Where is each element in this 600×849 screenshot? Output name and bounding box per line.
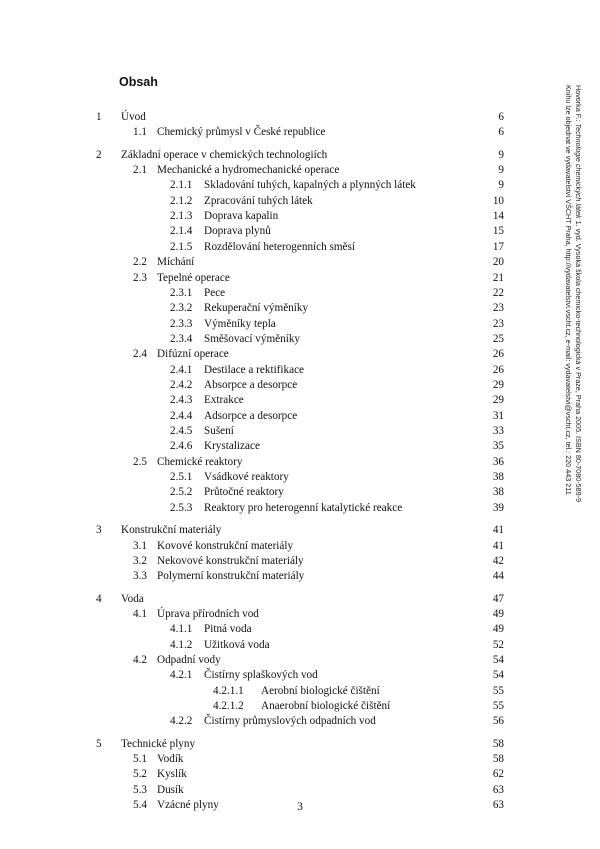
citation-publication: 1. vyd. Vysoká škola chemicko-technologická v Praze, Praha 2005. ISBN 80-7080-589-9 — [574, 218, 583, 502]
toc-entry-page: 38 — [492, 486, 504, 499]
toc-entry-title: Krystalizace — [204, 440, 260, 453]
toc-entry-page: 14 — [492, 210, 504, 223]
toc-entry-number: 5 — [96, 737, 102, 750]
toc-entry — [0, 752, 600, 767]
toc-entry-number: 2.1.2 — [170, 194, 193, 207]
toc-entry — [0, 125, 600, 140]
toc-entry — [0, 783, 600, 798]
toc-entry-title: Konstrukční materiály — [121, 524, 222, 537]
toc-entry-number: 3 — [96, 524, 102, 537]
toc-entry-number: 2.4 — [133, 348, 147, 361]
toc-entry-page: 41 — [492, 524, 504, 537]
toc-entry-number: 2.1.5 — [170, 240, 193, 253]
toc-entry — [0, 301, 600, 316]
toc-entry-title: Čistírny splaškových vod — [204, 669, 318, 682]
toc-entry — [0, 194, 600, 209]
toc-entry-title: Průtočné reaktory — [204, 486, 284, 499]
toc-entry — [0, 424, 600, 439]
side-citation — [563, 85, 583, 502]
toc-entry-number: 4.2 — [133, 653, 147, 666]
toc-entry — [0, 714, 600, 729]
toc-entry-number: 2.1 — [133, 164, 147, 176]
toc-entry-title: Skladování tuhých, kapalných a plynných látek — [204, 179, 416, 192]
toc-entry-page: 15 — [492, 225, 504, 238]
toc-entry-number: 1.1 — [133, 126, 147, 139]
toc-entry-page: 58 — [492, 737, 504, 750]
toc-entry-number: 2.3.1 — [170, 286, 193, 299]
toc-entry-page: 6 — [498, 111, 504, 123]
toc-entry-number: 2.1.4 — [170, 225, 193, 238]
toc-entry-page: 52 — [492, 638, 504, 651]
toc-entry-title: Rozdělování heterogenních směsí — [204, 240, 355, 253]
toc-entry-title: Difúzní operace — [157, 348, 229, 361]
toc-entry-page: 33 — [492, 425, 504, 437]
toc-entry-number: 2.5.1 — [170, 471, 193, 484]
toc-entry-page: 49 — [492, 623, 504, 636]
toc-entry-page: 6 — [498, 126, 504, 139]
toc-entry — [0, 592, 600, 607]
toc-entry-page: 36 — [492, 455, 504, 468]
toc-entry-page: 63 — [492, 783, 504, 796]
toc-entry — [0, 501, 600, 516]
toc-entry-title: Míchání — [157, 256, 195, 269]
toc-entry-page: 47 — [492, 592, 504, 605]
toc-entry-number: 2.4.4 — [170, 409, 193, 422]
toc-entry-page: 26 — [492, 363, 504, 376]
toc-entry-title: Chemický průmysl v České republice — [157, 126, 326, 139]
toc-entry-number: 4.2.1.1 — [213, 684, 244, 697]
toc-entry-title: Vsádkové reaktory — [204, 471, 289, 484]
toc-entry-title: Reaktory pro heterogenní katalytické reakce — [204, 501, 403, 514]
toc-entry-title: Směšovací výměníky — [204, 332, 301, 345]
citation-book-title: Technologie chemických látek — [574, 123, 583, 219]
toc-entry-number: 5.4 — [133, 799, 147, 812]
toc-entry-number: 2.2 — [133, 256, 147, 269]
toc-entry-number: 2.4.3 — [170, 394, 193, 407]
toc-entry — [0, 110, 600, 125]
toc-entry-title: Odpadní vody — [157, 653, 221, 666]
toc-entry-title: Pitná voda — [204, 623, 252, 636]
toc-entry — [0, 209, 600, 224]
toc-entry — [0, 737, 600, 752]
toc-entry-title: Základní operace v chemických technologiích — [121, 148, 328, 161]
toc-entry — [0, 271, 600, 286]
toc-entry-number: 2.5.3 — [170, 501, 193, 514]
toc-entry-page: 9 — [498, 164, 504, 176]
toc-entry-number: 2.5 — [133, 455, 147, 468]
toc-entry — [0, 638, 600, 653]
toc-entry-title: Výměníky tepla — [204, 317, 276, 330]
toc-entry-title: Destilace a rektifikace — [204, 363, 305, 376]
toc-entry-page: 23 — [492, 302, 504, 315]
toc-entry-number: 2.3.2 — [170, 302, 193, 315]
citation-author: Hovorka F.: — [574, 85, 583, 122]
toc-entry — [0, 607, 600, 622]
toc-entry — [0, 539, 600, 554]
toc-entry — [0, 439, 600, 454]
toc-entry-number: 3.3 — [133, 570, 147, 583]
toc-entry-number: 2.5.2 — [170, 486, 193, 499]
toc-entry — [0, 148, 600, 163]
toc-entry-page: 21 — [492, 271, 504, 284]
toc-entry-number: 2.3.4 — [170, 332, 193, 345]
toc-entry — [0, 317, 600, 332]
toc-entry-number: 3.1 — [133, 539, 147, 552]
toc-entry — [0, 699, 600, 714]
toc-entry-page: 55 — [492, 684, 504, 697]
toc-entry-number: 1 — [96, 111, 102, 123]
toc-entry-page: 29 — [492, 394, 504, 407]
toc-entry-number: 5.1 — [133, 753, 147, 765]
toc-entry-page: 9 — [498, 179, 504, 192]
toc-entry-number: 3.2 — [133, 554, 147, 567]
toc-entry — [0, 332, 600, 347]
toc-entry — [0, 393, 600, 408]
toc-entry-number: 2.1.3 — [170, 210, 193, 223]
toc-entry-title: Sušení — [204, 425, 234, 437]
toc-entry-title: Doprava plynů — [204, 225, 271, 238]
toc-entry-page: 55 — [492, 700, 504, 712]
toc-entry — [0, 378, 600, 393]
toc-entry-title: Rekuperační výměníky — [204, 302, 309, 315]
toc-entry-title: Kyslík — [157, 768, 187, 781]
toc-entry — [0, 240, 600, 255]
toc-entry-title: Tepelné operace — [157, 271, 230, 284]
toc-entry-page: 22 — [492, 286, 504, 299]
toc-entry-number: 4 — [96, 592, 102, 605]
toc-entry-page: 63 — [492, 799, 504, 812]
toc-entry-title: Úprava přírodních vod — [157, 607, 259, 620]
toc-entry-page: 54 — [492, 669, 504, 682]
toc-entry-page: 38 — [492, 471, 504, 484]
toc-entry-title: Kovové konstrukční materiály — [157, 539, 294, 552]
toc-entry-page: 10 — [492, 194, 504, 207]
toc-entry — [0, 485, 600, 500]
toc-entry-page: 49 — [492, 607, 504, 620]
toc-entry-title: Anaerobní biologické čištění — [261, 700, 391, 712]
toc-entry-page: 17 — [492, 240, 504, 253]
toc-entry-title: Adsorpce a desorpce — [204, 409, 298, 422]
toc-entry-number: 4.2.1 — [170, 669, 193, 682]
toc-entry-title: Polymerní konstrukční materiály — [157, 570, 305, 583]
toc-entry-page: 56 — [492, 715, 504, 728]
toc-entry-number: 2.4.5 — [170, 425, 193, 437]
toc-entry-title: Užitková voda — [204, 638, 270, 651]
toc-entry — [0, 569, 600, 584]
toc-entry-title: Technické plyny — [121, 737, 196, 750]
toc-entry-page: 35 — [492, 440, 504, 453]
toc-entry-number: 2.4.1 — [170, 363, 193, 376]
toc-entry-number: 4.2.2 — [170, 715, 193, 728]
toc-entry-page: 25 — [492, 332, 504, 345]
toc-entry-page: 20 — [492, 256, 504, 269]
toc-entry — [0, 668, 600, 683]
toc-entry — [0, 470, 600, 485]
toc-entry-title: Pece — [204, 286, 226, 299]
toc-entry — [0, 347, 600, 362]
toc-entry-page: 39 — [492, 501, 504, 514]
toc-entry-page: 26 — [492, 348, 504, 361]
toc-entry-page: 42 — [492, 554, 504, 567]
toc-entry-title: Voda — [121, 592, 144, 605]
toc-entry — [0, 178, 600, 193]
toc-entry-title: Absorpce a desorpce — [204, 379, 298, 391]
toc-entry — [0, 163, 600, 178]
toc-entry-number: 2.4.6 — [170, 440, 193, 453]
toc-entry-number: 5.2 — [133, 768, 147, 781]
toc-entry-title: Vodík — [157, 753, 184, 765]
toc-entry-page: 54 — [492, 653, 504, 666]
toc-entry-title: Zpracování tuhých látek — [204, 194, 313, 207]
toc-entry — [0, 363, 600, 378]
toc-entry-number: 2.3 — [133, 271, 147, 284]
toc-entry — [0, 523, 600, 538]
toc-entry — [0, 684, 600, 699]
toc-entry-number: 4.1.2 — [170, 638, 193, 651]
toc-entry-number: 2 — [96, 148, 102, 161]
toc-entry-page: 23 — [492, 317, 504, 330]
toc-entry-page: 29 — [492, 379, 504, 391]
citation-line-2: Knihu lze objednat ve vydavatelství VŠCHT Praha, http://vydavatelstvi.vscht.cz, e-mail: vydavatelstvi@vscht.cz, tel.: 220 443 211 — [564, 85, 573, 495]
page-number: 3 — [297, 801, 303, 813]
toc-entry-number: 2.3.3 — [170, 317, 193, 330]
toc-entry-page: 31 — [492, 409, 504, 422]
toc-entry-number: 4.1 — [133, 607, 147, 620]
toc-entry-page: 44 — [492, 570, 504, 583]
toc-entry — [0, 767, 600, 782]
toc-entry — [0, 286, 600, 301]
toc-entry-title: Vzácné plyny — [157, 799, 219, 812]
toc-entry-title: Mechanické a hydromechanické operace — [157, 164, 340, 176]
toc-entry-page: 62 — [492, 768, 504, 781]
toc-entry-title: Dusík — [157, 783, 184, 796]
toc-entry — [0, 622, 600, 637]
toc-entry-page: 58 — [492, 753, 504, 765]
toc-entry-title: Úvod — [121, 111, 146, 123]
toc-entry — [0, 554, 600, 569]
page-title: Obsah — [119, 75, 158, 89]
toc-entry — [0, 409, 600, 424]
toc-entry-title: Extrakce — [204, 394, 244, 407]
toc-entry-page: 41 — [492, 539, 504, 552]
toc-entry-number: 5.3 — [133, 783, 147, 796]
toc-entry — [0, 455, 600, 470]
toc-entry — [0, 653, 600, 668]
toc-entry-title: Aerobní biologické čištění — [261, 684, 380, 697]
toc-entry — [0, 255, 600, 270]
toc-entry-title: Čistírny průmyslových odpadních vod — [204, 715, 376, 728]
toc-entry — [0, 224, 600, 239]
toc-entry-title: Doprava kapalin — [204, 210, 279, 223]
toc-entry-number: 4.2.1.2 — [213, 700, 244, 712]
toc-entry-number: 4.1.1 — [170, 623, 193, 636]
citation-line-1 — [573, 85, 583, 502]
toc-entry-title: Chemické reaktory — [157, 455, 243, 468]
toc-entry-number: 2.4.2 — [170, 379, 193, 391]
toc-entry-page: 9 — [498, 148, 504, 161]
toc-entry-title: Nekovové konstrukční materiály — [157, 554, 304, 567]
toc-entry-number: 2.1.1 — [170, 179, 193, 192]
